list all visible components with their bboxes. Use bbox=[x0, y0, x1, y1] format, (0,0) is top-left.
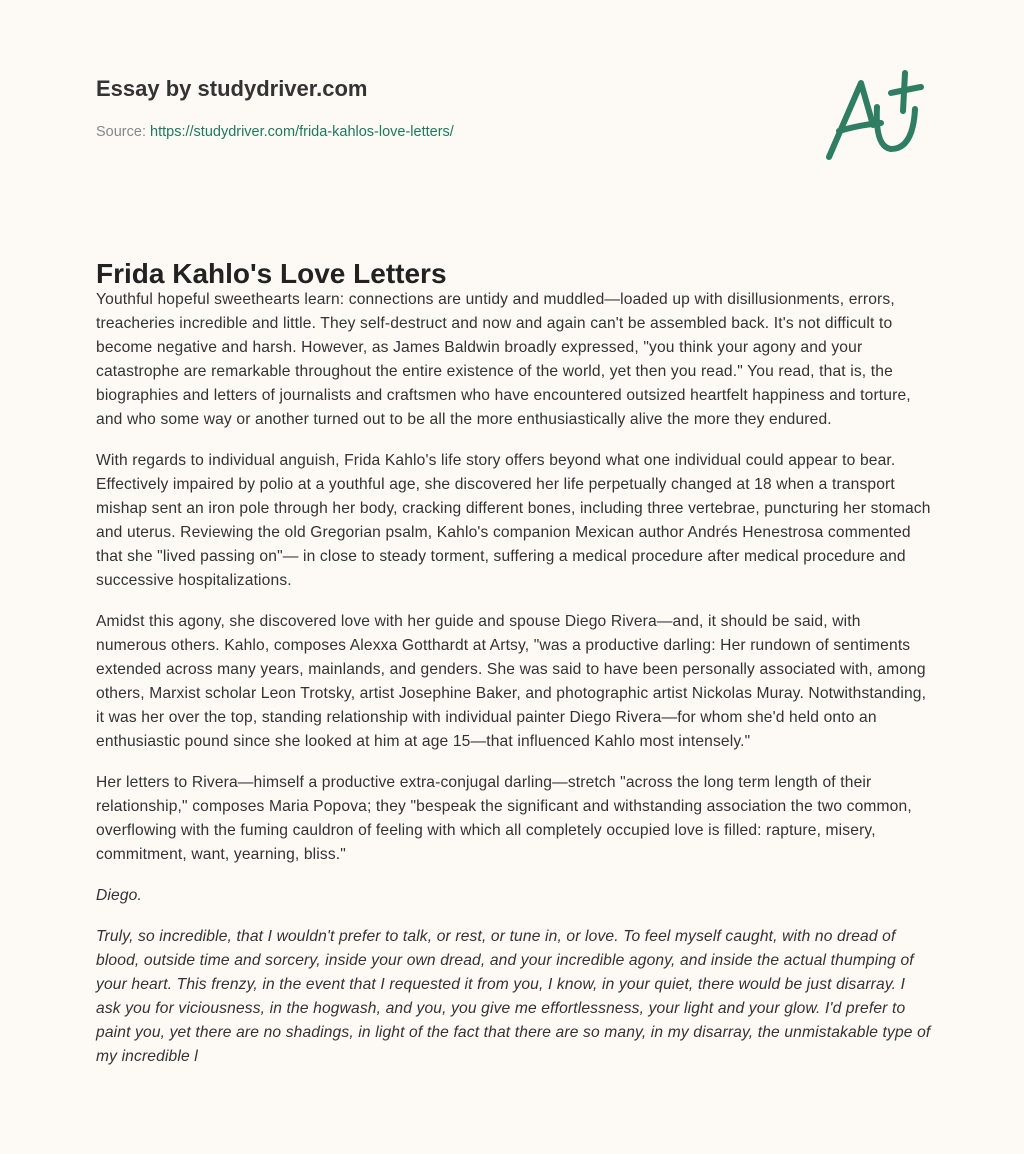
article-text bbox=[96, 288, 932, 1086]
letter-salutation: Diego. bbox=[96, 887, 142, 904]
source-line bbox=[96, 124, 454, 140]
essay-header bbox=[96, 76, 454, 140]
letter-excerpt: Truly, so incredible, that I wouldn't prefer to talk, or rest, or tune in, or love. To feel myself caught, with no dread of blood, outside time and sorcery, inside your own dread, and your incredible agony, and inside the actual thumping of your heart. This frenzy, in the event that I requested it from you, I know, in your quiet, there would be just disarray. I ask you for viciousness, in the hogwash, and you, you give me effortlessness, your light and your glow. I'd prefer to paint you, yet there are no shadings, in light of the fact that there are so many, in my disarray, the unmistakable type of my incredible l bbox=[96, 928, 931, 1065]
source-label: Source: bbox=[96, 124, 146, 140]
paragraph: Youthful hopeful sweethearts learn: connections are untidy and muddled—loaded up with disillusionments, errors, treacheries incredible and little. They self-destruct and now and again can't be assembled back. It's not difficult to become negative and harsh. However, as James Baldwin broadly expressed, "you think your agony and your catastrophe are remarkable throughout the entire existence of the world, yet then you read." You read, that is, the biographies and letters of journalists and craftsmen who have encountered outsized heartfelt happiness and torture, and who some way or another turned out to be all the more enthusiastically alive the more they endured. bbox=[96, 291, 911, 428]
a-plus-logo-icon bbox=[815, 65, 935, 165]
source-link[interactable]: https://studydriver.com/frida-kahlos-love-letters/ bbox=[150, 124, 454, 140]
paragraph: Her letters to Rivera—himself a productive extra-conjugal darling—stretch "across the long term length of their relationship," composes Maria Popova; they "bespeak the significant and withstanding association the two common, overflowing with the fuming cauldron of feeling with which all completely occupied love is filled: rapture, misery, commitment, want, yearning, bliss." bbox=[96, 774, 912, 863]
brand-title: Essay by studydriver.com bbox=[96, 76, 368, 101]
paragraph: With regards to individual anguish, Frida Kahlo's life story offers beyond what one individual could appear to bear. Effectively impaired by polio at a youthful age, she discovered her life perpetually changed at 18 when a transport mishap sent an iron pole through her body, cracking different bones, including three vertebrae, puncturing her stomach and uterus. Reviewing the old Gregorian psalm, Kahlo's companion Mexican author Andrés Henestrosa commented that she "lived passing on"— in close to steady torment, suffering a medical procedure after medical procedure and successive hospitalizations. bbox=[96, 452, 931, 589]
article-title: Frida Kahlo's Love Letters bbox=[96, 258, 447, 289]
paragraph: Amidst this agony, she discovered love with her guide and spouse Diego Rivera—and, it should be said, with numerous others. Kahlo, composes Alexxa Gotthardt at Artsy, "was a productive darling: Her rundown of sentiments extended across many years, mainlands, and genders. She was said to have been personally associated with, among others, Marxist scholar Leon Trotsky, artist Josephine Baker, and photographic artist Nickolas Muray. Notwithstanding, it was her over the top, standing relationship with individual painter Diego Rivera—for whom she'd held onto an enthusiastic pound since she looked at him at age 15—that influenced Kahlo most intensely." bbox=[96, 613, 927, 750]
